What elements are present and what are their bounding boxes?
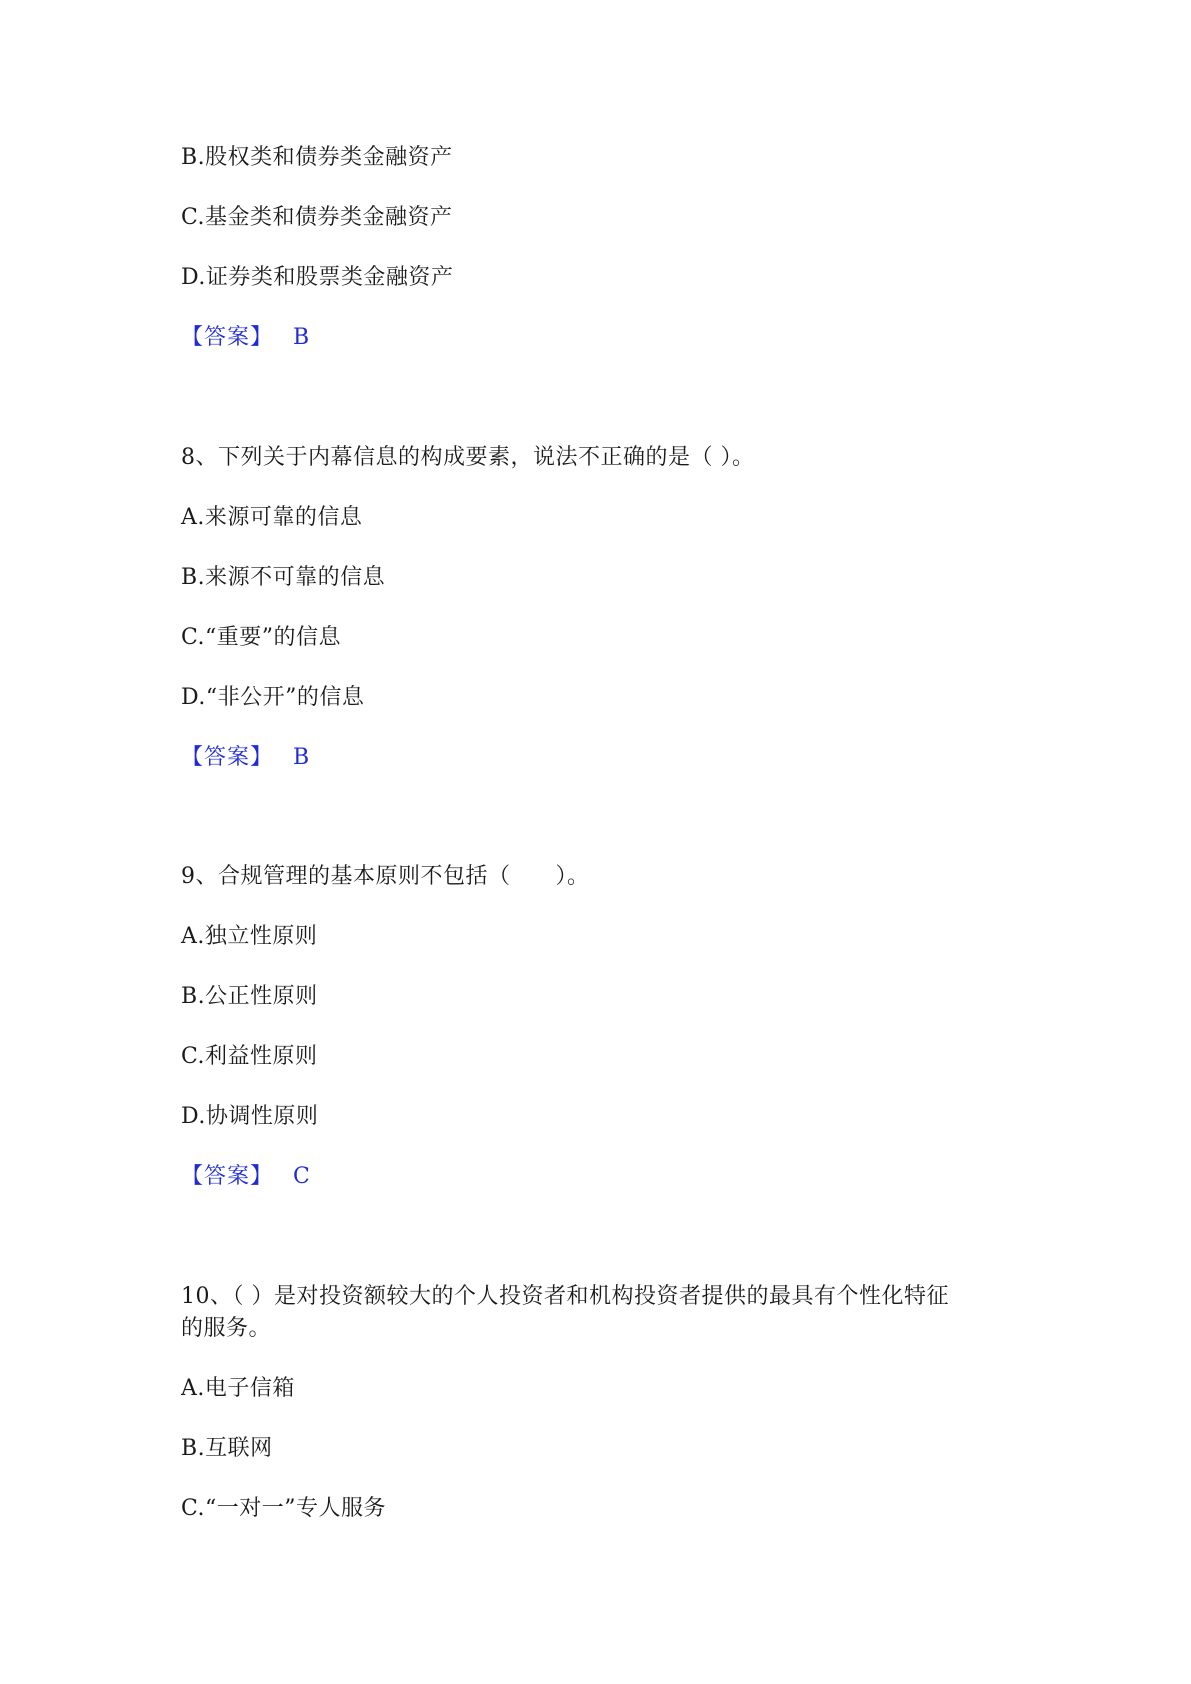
q8-option-a: A.来源可靠的信息 [181, 505, 363, 530]
q8-stem: 8、下列关于内幕信息的构成要素，说法不正确的是（ ）。 [181, 445, 755, 470]
q9-option-a: A.独立性原则 [181, 924, 318, 949]
q8-answer [181, 743, 310, 773]
q9-option-c: C.利益性原则 [181, 1044, 318, 1069]
q9-option-d: D.协调性原则 [181, 1104, 319, 1129]
q10-option-c: C.“一对一”专人服务 [181, 1496, 387, 1521]
q10-option-b: B.互联网 [181, 1436, 273, 1461]
answer-value: B [293, 745, 310, 770]
q7-option-c: C.基金类和债券类金融资产 [181, 205, 453, 230]
answer-value: C [293, 1164, 311, 1189]
answer-label: 【答案】 [181, 325, 274, 350]
answer-label: 【答案】 [181, 1164, 274, 1189]
q8-option-c: C.“重要”的信息 [181, 625, 342, 650]
q9-stem: 9、合规管理的基本原则不包括（ ）。 [181, 864, 590, 889]
q10-option-a: A.电子信箱 [181, 1376, 295, 1401]
q8-option-d: D.“非公开”的信息 [181, 685, 365, 710]
q10-stem-line2: 的服务。 [181, 1316, 272, 1341]
q9-option-b: B.公正性原则 [181, 984, 318, 1009]
q8-option-b: B.来源不可靠的信息 [181, 565, 386, 590]
answer-label: 【答案】 [181, 745, 274, 770]
answer-value: B [293, 325, 310, 350]
q7-option-d: D.证券类和股票类金融资产 [181, 265, 454, 290]
q7-option-b: B.股权类和债券类金融资产 [181, 145, 453, 170]
q7-answer [181, 323, 310, 353]
q9-answer [181, 1162, 310, 1192]
q10-stem-line1: 10、（ ）是对投资额较大的个人投资者和机构投资者提供的最具有个性化特征 [181, 1284, 949, 1309]
